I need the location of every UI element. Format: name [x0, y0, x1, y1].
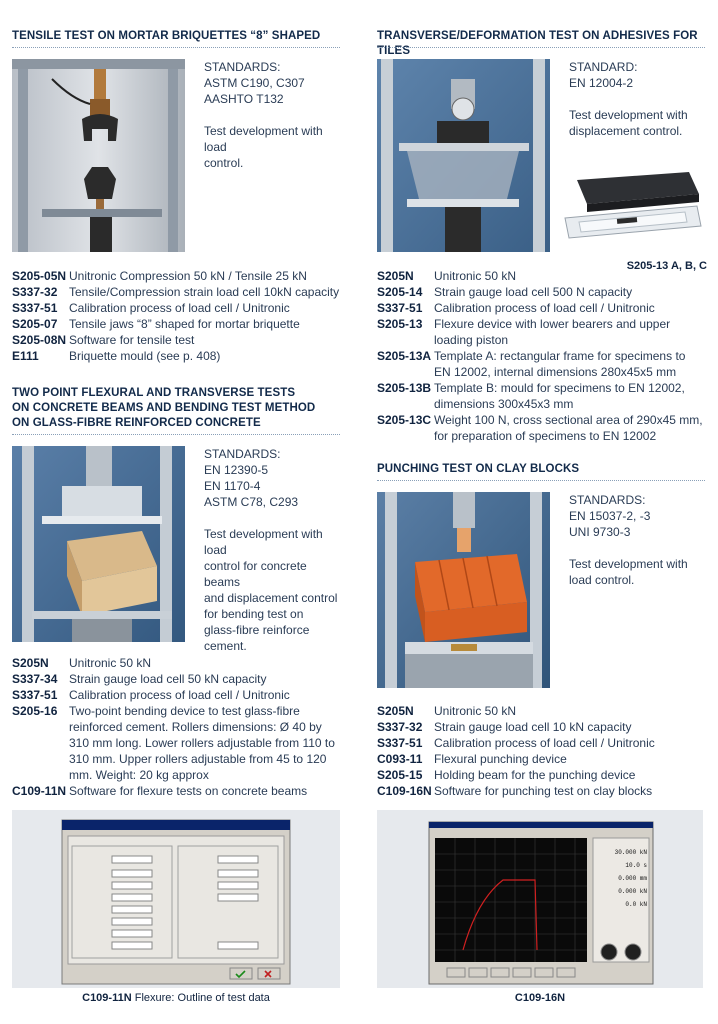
- item-code: S337-34: [12, 672, 58, 686]
- caption-code: C109-11N: [82, 992, 132, 1004]
- item-code: S337-32: [377, 720, 423, 734]
- caption-text: Flexure: Outline of test data: [131, 992, 270, 1004]
- standards-label: STANDARD:: [569, 60, 638, 74]
- list-item: [12, 783, 342, 799]
- punching-software-screenshot: [377, 810, 703, 988]
- item-code: S205-13C: [377, 413, 432, 427]
- list-item: [12, 703, 342, 783]
- description-line: control.: [204, 156, 244, 170]
- standard-line: ASTM C78, C293: [204, 495, 299, 509]
- flexural-standards: [204, 446, 344, 654]
- description-line: load control.: [569, 573, 635, 587]
- flexure-software-screenshot: [12, 810, 340, 988]
- list-item: [12, 316, 342, 332]
- item-code: C109-16N: [377, 784, 432, 798]
- item-code: S337-51: [377, 301, 423, 315]
- item-description: Strain gauge load cell 50 kN capacity: [69, 672, 267, 686]
- item-code: E111: [12, 349, 39, 363]
- item-code: S205-13: [377, 317, 423, 331]
- transverse-standards: [569, 59, 707, 139]
- template-accessories-label: S205-13 A, B, C: [626, 260, 707, 272]
- list-item: [377, 380, 703, 412]
- list-item: [12, 268, 342, 284]
- item-code: S337-32: [12, 285, 58, 299]
- list-item: [377, 412, 703, 444]
- spacer: [204, 107, 342, 123]
- item-description: Software for punching test on clay blocks: [434, 784, 653, 798]
- flexure-screenshot-caption: [12, 992, 340, 1004]
- readout-value: 0.000 mm: [618, 875, 647, 882]
- title-line: ON GLASS-FIBRE REINFORCED CONCRETE: [12, 417, 261, 429]
- list-item: [12, 671, 342, 687]
- description-line: Test development with: [569, 557, 688, 571]
- list-item: [377, 300, 703, 316]
- punching-screenshot-caption: C109-16N: [514, 992, 566, 1004]
- item-description: Holding beam for the punching device: [434, 768, 636, 782]
- standard-line: EN 12004-2: [569, 76, 634, 90]
- list-item: [12, 655, 342, 671]
- item-description: Briquette mould (see p. 408): [69, 349, 221, 363]
- description-line: control for concrete beams: [204, 559, 307, 589]
- list-item: [12, 300, 342, 316]
- item-description: Unitronic 50 kN: [69, 656, 152, 670]
- tensile-standards: [204, 59, 342, 171]
- list-item: [12, 687, 342, 703]
- item-code: S205N: [377, 704, 414, 718]
- list-item: [377, 703, 707, 719]
- item-code: S205-13B: [377, 381, 432, 395]
- readout-value: 10.0 s: [625, 862, 647, 869]
- item-description: Calibration process of load cell / Unitronic: [434, 301, 655, 315]
- readout-value: 30.000 kN: [614, 849, 647, 856]
- item-code: S205-08N: [12, 333, 67, 347]
- punching-item-list: [377, 703, 707, 799]
- spacer: [569, 91, 707, 107]
- standards-label: STANDARDS:: [569, 493, 646, 507]
- section-title-punching: PUNCHING TEST ON CLAY BLOCKS: [377, 463, 580, 475]
- item-code: S205-14: [377, 285, 423, 299]
- item-description: Strain gauge load cell 500 N capacity: [434, 285, 633, 299]
- section-title-tensile: TENSILE TEST ON MORTAR BRIQUETTES “8” SHAPED: [12, 30, 321, 42]
- tensile-item-list: [12, 268, 342, 364]
- flexural-machine-photo: [12, 446, 185, 642]
- description-line: Test development with load: [204, 527, 323, 557]
- readout-value: 0.0 kN: [625, 901, 647, 908]
- list-item: [377, 316, 703, 348]
- list-item: [12, 332, 342, 348]
- item-description: Tensile jaws “8” shaped for mortar briquette: [69, 317, 300, 331]
- item-description: Software for flexure tests on concrete beams: [69, 784, 308, 798]
- list-item: [12, 284, 342, 300]
- item-description: Two-point bending device to test glass-fibre reinforced cement. Rollers dimensions: Ø 40 by 310 mm long. Lower rollers adjustable from 110 to 310 mm. Upper rollers adjustable from 45 to 120 mm. Weight: 20 kg approx: [69, 704, 335, 782]
- standard-line: AASHTO T132: [204, 92, 284, 106]
- item-description: Unitronic 50 kN: [434, 704, 517, 718]
- item-description: Template A: rectangular frame for specimens to EN 12002, internal dimensions 280x45x5 mm: [434, 349, 686, 379]
- standard-line: EN 1170-4: [204, 479, 261, 493]
- section-divider: [377, 47, 705, 48]
- spacer: [204, 510, 344, 526]
- item-description: Unitronic Compression 50 kN / Tensile 25 kN: [69, 269, 307, 283]
- item-code: S205N: [12, 656, 49, 670]
- standards-label: STANDARDS:: [204, 447, 281, 461]
- transverse-machine-photo: [377, 59, 550, 252]
- template-accessories-photo: [557, 168, 707, 256]
- title-line: ON CONCRETE BEAMS AND BENDING TEST METHOD: [12, 402, 316, 414]
- section-title-flexural: [12, 386, 340, 431]
- section-divider: [377, 480, 705, 481]
- list-item: [377, 268, 703, 284]
- item-code: S205N: [377, 269, 414, 283]
- list-item: [377, 783, 707, 799]
- description-line: and displacement control: [204, 591, 338, 605]
- punching-machine-photo: [377, 492, 550, 688]
- item-description: Calibration process of load cell / Unitronic: [69, 301, 290, 315]
- item-description: Calibration process of load cell / Unitronic: [434, 736, 655, 750]
- title-line: TWO POINT FLEXURAL AND TRANSVERSE TESTS: [12, 387, 296, 399]
- item-code: S337-51: [12, 301, 58, 315]
- item-code: S337-51: [12, 688, 58, 702]
- item-code: S205-13A: [377, 349, 432, 363]
- description-line: glass-fibre reinforce: [204, 623, 310, 637]
- description-line: for bending test on: [204, 607, 304, 621]
- spacer: [569, 540, 707, 556]
- list-item: [12, 348, 342, 364]
- item-description: Unitronic 50 kN: [434, 269, 517, 283]
- description-line: Test development with: [569, 108, 688, 122]
- section-divider: [12, 47, 340, 48]
- screen-readouts: [599, 846, 647, 911]
- item-description: Flexural punching device: [434, 752, 567, 766]
- item-description: Tensile/Compression strain load cell 10kN capacity: [69, 285, 340, 299]
- item-code: C093-11: [377, 752, 423, 766]
- item-code: S337-51: [377, 736, 423, 750]
- description-line: cement.: [204, 639, 247, 653]
- list-item: [377, 284, 703, 300]
- punching-standards: [569, 492, 707, 588]
- description-line: displacement control.: [569, 124, 683, 138]
- standard-line: EN 15037-2, -3: [569, 509, 651, 523]
- item-code: S205-16: [12, 704, 58, 718]
- item-description: Strain gauge load cell 10 kN capacity: [434, 720, 632, 734]
- item-code: S205-15: [377, 768, 423, 782]
- item-description: Software for tensile test: [69, 333, 195, 347]
- flexural-item-list: [12, 655, 342, 799]
- item-description: Template B: mould for specimens to EN 12002, dimensions 300x45x3 mm: [434, 381, 685, 411]
- tensile-machine-photo: [12, 59, 185, 252]
- list-item: [377, 735, 707, 751]
- item-description: Flexure device with lower bearers and upper loading piston: [434, 317, 671, 347]
- item-code: S205-07: [12, 317, 58, 331]
- list-item: [377, 751, 707, 767]
- section-divider: [12, 434, 340, 435]
- description-line: Test development with load: [204, 124, 323, 154]
- standard-line: ASTM C190, C307: [204, 76, 305, 90]
- standard-line: EN 12390-5: [204, 463, 269, 477]
- list-item: [377, 719, 707, 735]
- item-description: Weight 100 N, cross sectional area of 290x45 mm, for preparation of specimens to EN 12002: [434, 413, 703, 443]
- standard-line: UNI 9730-3: [569, 525, 631, 539]
- item-code: S205-05N: [12, 269, 67, 283]
- item-code: C109-11N: [12, 784, 67, 798]
- item-description: Calibration process of load cell / Unitronic: [69, 688, 290, 702]
- standards-label: STANDARDS:: [204, 60, 281, 74]
- transverse-item-list: [377, 268, 703, 444]
- section-title-transverse: TRANSVERSE/DEFORMATION TEST ON ADHESIVES FOR TILES: [377, 30, 698, 57]
- list-item: [377, 348, 703, 380]
- list-item: [377, 767, 707, 783]
- readout-value: 0.000 kN: [618, 888, 647, 895]
